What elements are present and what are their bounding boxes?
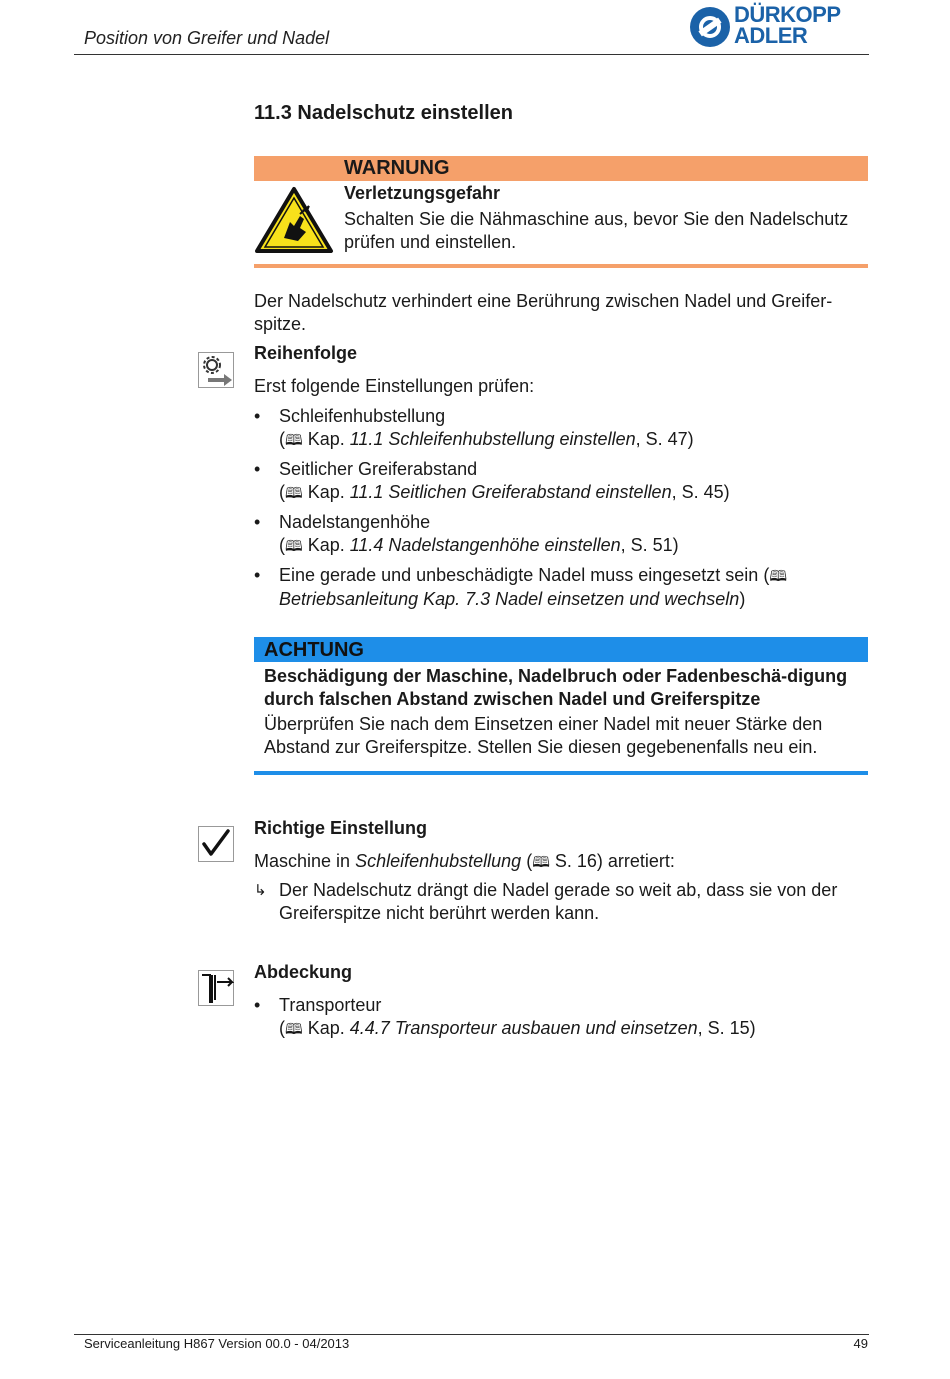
lead-page[interactable]: S. 16) arretiert:	[549, 851, 675, 871]
cover-list	[254, 994, 874, 1047]
cross-reference[interactable]	[279, 1017, 874, 1041]
hand-injury-warning-icon	[254, 186, 334, 254]
page-number: 49	[853, 1336, 868, 1351]
book-icon: 🕮	[285, 538, 303, 555]
list-item-text: Seitlicher Greiferabstand	[279, 459, 478, 479]
logo-mark-icon	[688, 5, 732, 49]
ref-open: (	[279, 535, 285, 555]
ref-page: , S. 51)	[620, 535, 679, 555]
cross-reference[interactable]	[279, 481, 874, 505]
logo-line1: DÜRKOPP	[734, 2, 841, 27]
footer-divider	[74, 1334, 869, 1335]
ref-open: (	[279, 429, 285, 449]
list-item	[254, 511, 874, 558]
book-icon: 🕮	[285, 432, 303, 449]
settings-sequence-icon	[198, 352, 234, 388]
caution-bottom-rule	[254, 771, 868, 775]
list-item	[254, 564, 874, 611]
header-divider	[74, 54, 869, 55]
result-item	[254, 879, 874, 925]
bullet-marker: •	[254, 459, 261, 479]
ref-title[interactable]: Betriebsanleitung Kap. 7.3 Nadel einsetzen und wechseln	[279, 589, 740, 609]
intro-paragraph: Der Nadelschutz verhindert eine Berührung zwischen Nadel und Greifer-spitze.	[254, 291, 833, 334]
section-title: 11.3 Nadelschutz einstellen	[254, 102, 513, 124]
list-item-text: Eine gerade und unbeschädigte Nadel muss eingesetzt sein (	[279, 565, 770, 585]
ref-title: 11.1 Seitlichen Greiferabstand einstellen	[349, 482, 672, 502]
sequence-heading: Reihenfolge	[254, 343, 358, 363]
caution-heading: Beschädigung der Maschine, Nadelbruch oder Fadenbeschä-digung durch falschen Abstand zwischen Nadel und Greiferspitze	[264, 666, 848, 709]
ref-page: , S. 15)	[697, 1018, 756, 1038]
lead-text: Maschine in	[254, 851, 356, 871]
book-icon: 🕮	[769, 568, 788, 585]
sequence-lead: Erst folgende Einstellungen prüfen:	[254, 376, 535, 396]
bullet-marker: •	[254, 995, 261, 1015]
book-icon: 🕮	[285, 485, 303, 502]
caution-label: ACHTUNG	[264, 639, 364, 661]
lead-italic: Schleifenhubstellung	[355, 851, 522, 871]
list-item	[254, 405, 874, 452]
cover-removal-icon	[198, 970, 234, 1006]
ref-page: , S. 47)	[635, 429, 694, 449]
page-header-title: Position von Greifer und Nadel	[84, 28, 330, 48]
ref-page: , S. 45)	[671, 482, 730, 502]
bullet-marker: •	[254, 565, 261, 585]
list-item-text: Nadelstangenhöhe	[279, 512, 431, 532]
ref-kap: Kap.	[302, 535, 350, 555]
list-item	[254, 458, 874, 505]
caution-text: Überprüfen Sie nach dem Einsetzen einer Nadel mit neuer Stärke den Abstand zur Greiferspitze. Stellen Sie diesen gegebenenfalls neu ein.	[264, 714, 823, 757]
logo-line2: ADLER	[734, 23, 808, 48]
footer-document-info: Serviceanleitung H867 Version 00.0 - 04/2013	[84, 1336, 350, 1351]
ref-kap: Kap.	[302, 482, 350, 502]
logo-text	[734, 4, 841, 46]
correct-setting-lead	[254, 850, 874, 874]
sequence-list	[254, 405, 874, 617]
result-text: Der Nadelschutz drängt die Nadel gerade so weit ab, dass sie von der Greiferspitze nicht berührt werden kann.	[279, 880, 838, 923]
warning-label: WARNUNG	[344, 157, 450, 179]
ref-title: 11.4 Nadelstangenhöhe einstellen	[349, 535, 621, 555]
warning-heading: Verletzungsgefahr	[344, 183, 501, 203]
checkmark-icon	[198, 826, 234, 862]
list-item	[254, 994, 874, 1041]
ref-close: )	[739, 589, 746, 609]
warning-text: Schalten Sie die Nähmaschine aus, bevor Sie den Nadelschutz prüfen und einstellen.	[344, 209, 849, 252]
bullet-marker: •	[254, 406, 261, 426]
ref-open: (	[279, 482, 285, 502]
cross-reference[interactable]	[279, 428, 874, 452]
result-arrow-icon: ↳	[254, 882, 267, 899]
cross-reference[interactable]	[279, 534, 874, 558]
book-icon: 🕮	[285, 1021, 303, 1038]
cover-heading: Abdeckung	[254, 962, 353, 982]
duerkopp-adler-logo	[688, 4, 870, 50]
ref-title: 4.4.7 Transporteur ausbauen und einsetzen	[349, 1018, 698, 1038]
ref-kap: Kap.	[302, 1018, 350, 1038]
list-item-text: Transporteur	[279, 995, 382, 1015]
book-icon: 🕮	[532, 854, 550, 871]
ref-open: (	[279, 1018, 285, 1038]
result-list	[254, 879, 874, 931]
ref-title: 11.1 Schleifenhubstellung einstellen	[349, 429, 636, 449]
warning-bottom-rule	[254, 264, 868, 268]
correct-setting-heading: Richtige Einstellung	[254, 818, 428, 838]
list-item-text: Schleifenhubstellung	[279, 406, 446, 426]
bullet-marker: •	[254, 512, 261, 532]
ref-kap: Kap.	[302, 429, 350, 449]
lead-open: (	[521, 851, 533, 871]
